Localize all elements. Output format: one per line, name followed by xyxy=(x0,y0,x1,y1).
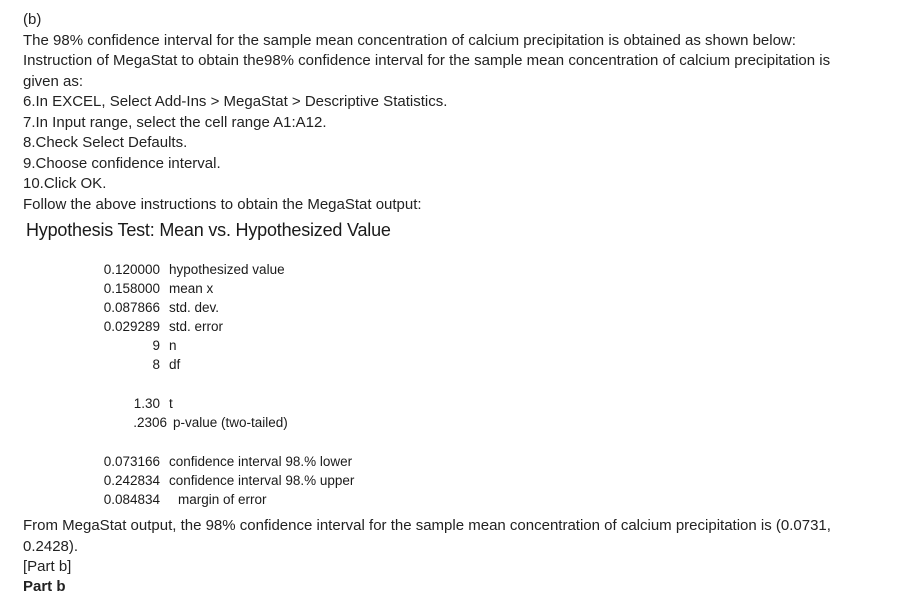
megastat-label: margin of error xyxy=(178,492,267,507)
megastat-label: std. error xyxy=(169,319,224,334)
conclusion-line-1: From MegaStat output, the 98% confidence interval for the sample mean concentration of calcium precipitation is (0.0731, xyxy=(23,517,831,534)
step-6: 6.In EXCEL, Select Add-Ins > MegaStat > Descriptive Statistics. xyxy=(23,93,448,110)
part-heading: Part b xyxy=(23,578,66,595)
step-9: 9.Choose confidence interval. xyxy=(23,155,221,172)
megastat-value: 0.120000 xyxy=(103,262,160,277)
instruction-line-1: Instruction of MegaStat to obtain the98% confidence interval for the sample mean concentration of calcium precipitation is xyxy=(23,52,831,69)
megastat-label: t xyxy=(169,396,173,411)
megastat-value: .2306 xyxy=(133,415,167,430)
megastat-value: 9 xyxy=(152,338,160,353)
conclusion-line-2: 0.2428). xyxy=(23,538,79,555)
megastat-label: n xyxy=(169,338,177,353)
instruction-line-2: given as: xyxy=(23,73,84,90)
megastat-value: 0.242834 xyxy=(103,473,160,488)
megastat-value: 1.30 xyxy=(133,396,160,411)
megastat-label: p-value (two-tailed) xyxy=(173,415,288,430)
megastat-label: confidence interval 98.% lower xyxy=(169,454,353,469)
megastat-value: 8 xyxy=(152,357,160,372)
megastat-label: confidence interval 98.% upper xyxy=(169,473,355,488)
follow-instruction: Follow the above instructions to obtain the MegaStat output: xyxy=(23,196,422,213)
megastat-label: df xyxy=(169,357,181,372)
megastat-value: 0.073166 xyxy=(103,454,160,469)
megastat-value: 0.029289 xyxy=(103,319,160,334)
part-label: (b) xyxy=(23,11,42,28)
megastat-label: mean x xyxy=(169,281,214,296)
megastat-label: std. dev. xyxy=(169,300,220,315)
megastat-value: 0.087866 xyxy=(103,300,160,315)
megastat-label: hypothesized value xyxy=(169,262,285,277)
megastat-value: 0.158000 xyxy=(103,281,160,296)
step-7: 7.In Input range, select the cell range A1:A12. xyxy=(23,114,327,131)
megastat-heading: Hypothesis Test: Mean vs. Hypothesized Value xyxy=(26,220,391,240)
step-10: 10.Click OK. xyxy=(23,175,107,192)
megastat-value: 0.084834 xyxy=(103,492,160,507)
intro-sentence: The 98% confidence interval for the sample mean concentration of calcium precipitation is obtained as shown below: xyxy=(23,32,796,49)
part-reference: [Part b] xyxy=(23,558,72,575)
step-8: 8.Check Select Defaults. xyxy=(23,134,188,151)
